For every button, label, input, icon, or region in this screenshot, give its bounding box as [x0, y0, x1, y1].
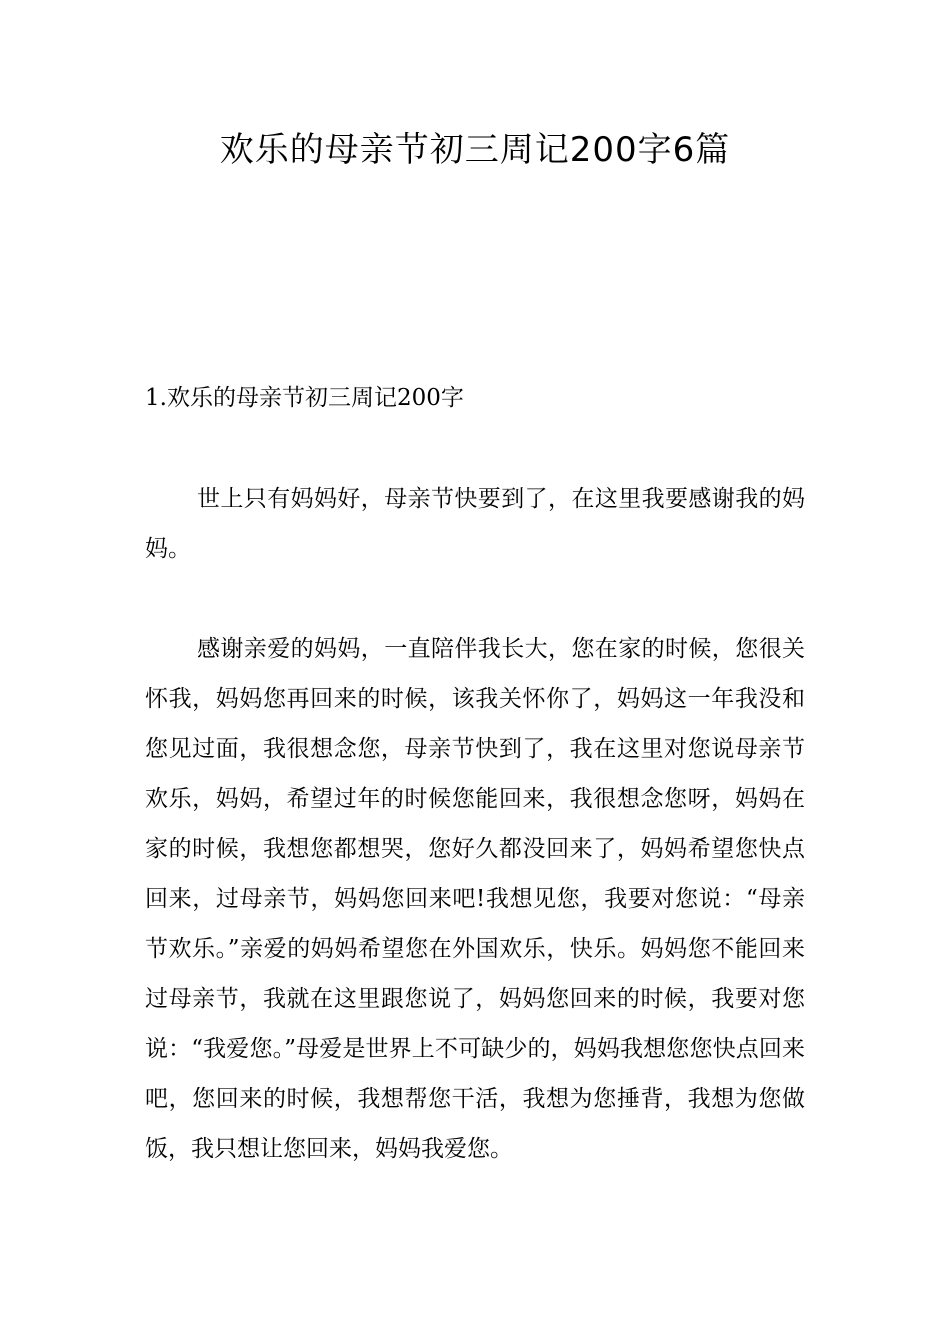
section-heading: 1.欢乐的母亲节初三周记200字 — [145, 385, 464, 411]
paragraph-1: 世上只有妈妈好，母亲节快要到了，在这里我要感谢我的妈妈。 — [145, 486, 805, 562]
paragraph-2: 感谢亲爱的妈妈，一直陪伴我长大，您在家的时候，您很关怀我，妈妈您再回来的时候，该我关怀你了，妈妈这一年我没和您见过面，我很想念您，母亲节快到了，我在这里对您说母亲节欢乐，妈妈，希望过年的时候您能回来，我很想念您呀，妈妈在家的时候，我想您都想哭，您好久都没回来了，妈妈希望您快点回来，过母亲节，妈妈您回来吧!我想见您，我要对您说：“母亲节欢乐。”亲爱的妈妈希望您在外国欢乐，快乐。妈妈您不能回来过母亲节，我就在这里跟您说了，妈妈您回来的时候，我要对您说：“我爱您。”母爱是世界上不可缺少的，妈妈我想您您快点回来吧，您回来的时候，我想帮您干活，我想为您捶背，我想为您做饭，我只想让您回来，妈妈我爱您。 — [145, 636, 805, 1162]
document-title: 欢乐的母亲节初三周记200字6篇 — [219, 130, 731, 170]
